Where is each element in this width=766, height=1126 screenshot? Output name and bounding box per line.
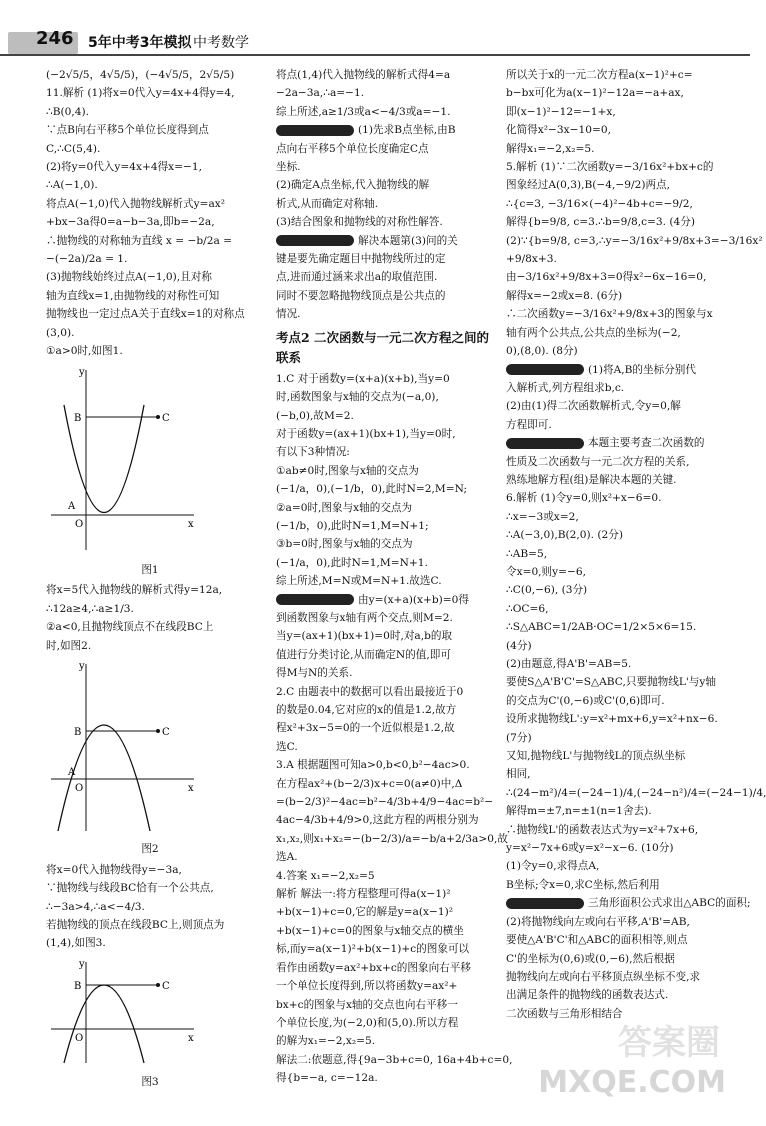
text-line: b−bx可化为a(x−1)²−12a=−a+ax, — [506, 87, 684, 100]
text-line: 情况. — [276, 308, 301, 321]
text-line: ∴x=−3或x=2, — [506, 510, 579, 523]
text-line: ∴二次函数y=−3/16x²+9/8x+3的图象与x — [506, 308, 713, 321]
point-c-label: C — [162, 726, 170, 738]
text-line: 解得x₁=−2,x₂=5. — [506, 142, 595, 155]
tip-label-icon — [506, 364, 584, 375]
text-line: 要使△A'B'C'和△ABC的面积相等,则点 — [506, 934, 688, 947]
y-label: y — [79, 958, 85, 970]
text-line: 令x=0,则y=−6, — [506, 565, 586, 578]
text-line: 所以关于x的一元二次方程a(x−1)²+c= — [506, 69, 693, 81]
point-c-label: C — [162, 980, 170, 992]
text-line: 若抛物线的顶点在线段BC上,则顶点为 — [46, 918, 225, 931]
figure-2-graph — [46, 659, 196, 834]
text-line: ∴C(0,−6), (3分) — [506, 584, 588, 597]
text-line: bx+c的图象与x轴的交点也向右平移一 — [276, 998, 458, 1011]
text-line: 二次函数与三角形相结合 — [506, 1007, 623, 1020]
tip-label-icon — [276, 594, 354, 605]
point-a-label: A — [68, 766, 76, 778]
text-line: y=x²−7x+6或y=x²−x−6. (10分) — [506, 842, 674, 855]
watermark-zh: 答案圈 — [618, 1023, 720, 1063]
point-b-label: B — [74, 980, 82, 992]
column-right — [506, 66, 766, 1023]
text-line: ②a<0,且抛物线顶点不在线段BC上 — [46, 621, 214, 634]
text-line: (7分) — [506, 731, 532, 744]
text-line: ∴(24−m²)/4=(−24−1)/4,(−24−n²)/4=(−24−1)/4, — [506, 786, 766, 799]
text-line: −2a−3a,∴a=−1. — [276, 87, 365, 100]
figure-2-caption: 图2 — [141, 843, 159, 856]
text-line: ∴A(−1,0). — [46, 179, 98, 192]
text-line: 1.C 对于函数y=(x+a)(x+b),当y=0 — [276, 372, 450, 385]
point-b-label: B — [74, 412, 82, 424]
text-line: (−1/a，0),此时N=1,M=N+1. — [276, 556, 428, 569]
text-line: (2)由(1)得二次函数解析式,令y=0,解 — [506, 400, 681, 413]
point-c — [156, 983, 160, 987]
text-line: (3)结合图象和抛物线的对称性解答. — [276, 216, 443, 229]
text-line: 选A. — [276, 851, 298, 864]
point-b-label: B — [74, 726, 82, 738]
text-line: 6.解析 (1)令y=0,则x²+x−6=0. — [506, 492, 662, 505]
page-number: 246 — [36, 28, 74, 49]
text-line: 抛物线向左或向右平移顶点纵坐标不变,求 — [506, 970, 701, 983]
text-line: 时,如图2. — [46, 639, 92, 652]
text-line: ∴A(−3,0),B(2,0). (2分) — [506, 529, 623, 542]
text-line: (1)先求B点坐标,由B — [276, 121, 494, 139]
text-line: 当y=(ax+1)(bx+1)=0时,对a,b的取 — [276, 630, 453, 643]
text-line: =(b−2/3)²−4ac=b²−4/3b+4/9−4ac=b²− — [276, 796, 494, 809]
text-line: 键是要先确定题目中抛物线所过的定 — [276, 253, 446, 266]
text-line: (1,4),如图3. — [46, 937, 106, 950]
subject-title: 中考数学 — [193, 35, 249, 51]
text-line: 解析 解法一:将方程整理可得a(x−1)² — [276, 888, 451, 901]
text-line: +b(x−1)+c=0,它的解是y=a(x−1)² — [276, 906, 453, 919]
text-line: 出满足条件的抛物线的函数表达式. — [506, 989, 669, 1002]
text-line: (−1/b，0),此时N=1,M=N+1; — [276, 519, 429, 532]
text-line: 得M与N的关系. — [276, 667, 353, 680]
point-c — [156, 729, 160, 733]
text-line: 个单位长度,为(−2,0)和(5,0).所以方程 — [276, 1016, 459, 1029]
text-line: 熟练地解方程(组)是解决本题的关键. — [506, 473, 677, 486]
text-line: 4.答案 x₁=−2,x₂=5 — [276, 869, 375, 882]
y-label: y — [79, 366, 85, 378]
text-line: 看作由函数y=ax²+bx+c的图象向右平移 — [276, 961, 471, 974]
text-line: (2)确定A点坐标,代入抛物线的解 — [276, 179, 430, 192]
text-line: 选C. — [276, 740, 298, 753]
figure-2 — [46, 659, 254, 859]
text-line: 析式,从而确定对称轴. — [276, 197, 379, 210]
parabola — [58, 725, 150, 831]
text-line: ②a=0时,图象与x轴的交点为 — [276, 501, 413, 514]
col3-text — [506, 66, 766, 1023]
text-line: 得{b=−a, c=−12a. — [276, 1072, 378, 1085]
figure-1-graph — [46, 365, 196, 555]
text-line: (1)令y=0,求得点A, — [506, 860, 600, 873]
series-title: 5年中考3年模拟 — [88, 35, 192, 51]
text-line: 5.解析 (1)∵二次函数y=−3/16x²+bx+c的 — [506, 161, 714, 174]
origin-label: O — [75, 518, 84, 530]
text-line: 程x²+3x−5=0的一个近似根是1.2,故 — [276, 722, 455, 735]
figure-3 — [46, 957, 254, 1092]
text-line: (−1/a，0),(−1/b，0),此时N=2,M=N; — [276, 483, 468, 496]
text-line: 对于函数y=(ax+1)(bx+1),当y=0时, — [276, 427, 456, 440]
figure-1 — [46, 365, 254, 580]
x-label: x — [188, 518, 194, 530]
text-line: ∵抛物线与线段BC恰有一个公共点, — [46, 882, 214, 895]
text-line: 性质及二次函数与一元二次方程的关系, — [506, 455, 690, 468]
text-line: 的解为x₁=−2,x₂=5. — [276, 1035, 376, 1048]
text-line: 0),(8,0). (8分) — [506, 345, 578, 358]
text-line: 解得x=−2或x=8. (6分) — [506, 289, 623, 302]
text-line: 一个单位长度得到,所以将函数y=ax²+ — [276, 980, 458, 993]
text-line: 的交点为C'(0,−6)或C'(0,6)即可. — [506, 694, 665, 707]
text-line: ①ab≠0时,图象与x轴的交点为 — [276, 464, 419, 477]
text-line: 本题主要考查二次函数的 — [506, 434, 726, 452]
text-line: 解得{b=9/8, c=3.∴b=9/8,c=3. (4分) — [506, 216, 695, 229]
text-line: 又知,抛物线L'与抛物线L的顶点纵坐标 — [506, 750, 686, 763]
text-line: 解法二:依题意,得{9a−3b+c=0, 16a+4b+c=0, — [276, 1053, 513, 1066]
text-line: +9/8x+3. — [506, 253, 557, 266]
text-line: (2)将y=0代入y=4x+4得x=−1, — [46, 161, 203, 174]
text-line: 同时不要忽略抛物线顶点是公共点的 — [276, 289, 446, 302]
text-line: 化简得x²−3x−10=0, — [506, 124, 611, 137]
text-line: (1)将A,B的坐标分别代 — [506, 361, 726, 379]
y-label: y — [79, 660, 85, 672]
figure-1-caption: 图1 — [141, 563, 159, 576]
text-line: ∴OC=6, — [506, 602, 549, 615]
text-line: 到函数图象与x轴有两个交点,则M=2. — [276, 611, 453, 624]
tip-label-icon — [276, 125, 354, 136]
text-line: +bx−3a得0=a−b−3a,即b=−2a, — [46, 216, 215, 229]
tip-label-icon — [276, 235, 354, 246]
origin-label: O — [75, 782, 84, 794]
section-title: 考点2 二次函数与一元二次方程之间的联系 — [276, 329, 490, 365]
text-line: ∵点B向右平移5个单位长度得到点 — [46, 124, 209, 137]
text-line: 将点A(−1,0)代入抛物线解析式y=ax² — [46, 197, 225, 210]
text-line: 轴有两个公共点,公共点的坐标为(−2, — [506, 326, 681, 339]
text-line: 轴为直线x=1,由抛物线的对称性可知 — [46, 289, 220, 302]
col1-top-text — [46, 66, 254, 361]
text-line: 设所求抛物线L':y=x²+mx+6,y=x²+nx−6. — [506, 713, 718, 726]
watermark: MXQE.COM — [538, 1065, 726, 1100]
point-c-label: C — [162, 412, 170, 424]
text-line: 将点(1,4)代入抛物线的解析式得4=a — [276, 69, 451, 81]
text-line: (2)∵{b=9/8, c=3,∴y=−3/16x²+9/8x+3=−3/16x² — [506, 234, 763, 247]
text-line: 4ac−4/3b+4/9>0,这此方程的两根分别为 — [276, 814, 479, 827]
page-header — [0, 24, 750, 56]
text-line: 2.C 由题表中的数据可以看出最接近于0 — [276, 685, 464, 698]
text-line: 综上所述,M=N或M=N+1.故选C. — [276, 575, 442, 588]
text-line: 图象经过A(0,3),B(−4,−9/2)两点, — [506, 179, 671, 192]
origin-label: O — [75, 1032, 84, 1044]
text-line: ∴抛物线的对称轴为直线 x = −b/2a = — [46, 234, 233, 247]
tip-label-icon — [506, 438, 584, 449]
text-line: 相同, — [506, 768, 531, 781]
text-line: 有以下3种情况: — [276, 446, 350, 459]
text-line: ∴12a≥4,∴a≥1/3. — [46, 602, 134, 615]
text-line: 抛物线也一定过点A关于直线x=1的对称点 — [46, 308, 245, 321]
col2-top-text — [276, 66, 494, 324]
text-line: (4分) — [506, 639, 532, 652]
text-line: 3.A 根据题图可知a>0,b<0,b²−4ac>0. — [276, 759, 470, 772]
text-line: +b(x−1)+c=0的图象与x轴交点的横坐 — [276, 924, 464, 937]
text-line: x₁,x₂,则x₁+x₂=−(b−2/3)/a=−b/a+2/3a>0,故 — [276, 832, 508, 845]
text-line: (−2√5/5，4√5/5)，(−4√5/5，2√5/5) — [46, 69, 235, 81]
text-line: ∴S△ABC=1/2AB·OC=1/2×5×6=15. — [506, 621, 697, 634]
text-line: −(−2a)/2a = 1. — [46, 253, 128, 266]
figure-3-caption: 图3 — [141, 1076, 159, 1089]
text-line: 的数是0.04,它对应的x的值是1.2,故方 — [276, 704, 457, 716]
text-line: (2)由题意,得A'B'=AB=5. — [506, 658, 632, 670]
text-line: (3,0). — [46, 326, 75, 339]
column-left — [46, 66, 254, 1094]
text-line: (3)抛物线始终过点A(−1,0),且对称 — [46, 271, 212, 284]
text-line: 标,而y=a(x−1)²+b(x−1)+c的图象可以 — [276, 943, 470, 956]
text-line: (−b,0),故M=2. — [276, 409, 354, 422]
text-line: C'的坐标为(0,6)或(0,−6),然后根据 — [506, 952, 675, 965]
point-a-label: A — [68, 500, 76, 512]
text-line: ③b=0时,图象与x轴的交点为 — [276, 538, 413, 551]
point-c — [156, 415, 160, 419]
text-line: 入解析式,列方程组求b,c. — [506, 381, 625, 394]
text-line: 三角形面积公式求出△ABC的面积; — [506, 894, 726, 912]
text-line: 坐标. — [276, 161, 301, 174]
text-line: B坐标;令x=0,求C坐标,然后利用 — [506, 878, 660, 891]
figure-3-graph — [46, 957, 196, 1067]
x-label: x — [188, 782, 194, 794]
text-line: C,∴C(5,4). — [46, 142, 101, 155]
text-line: 即(x−1)²−12=−1+x, — [506, 105, 616, 118]
col1-mid2-text — [46, 861, 254, 953]
text-line: 方程即可. — [506, 418, 552, 431]
text-line: 要使S△A'B'C'=S△ABC,只要抛物线L'与y轴 — [506, 676, 716, 689]
text-line: 解得m=±7,n=±1(n=1舍去). — [506, 805, 652, 818]
text-line: 11.解析 (1)将x=0代入y=4x+4得y=4, — [46, 87, 235, 100]
text-line: ∴AB=5, — [506, 547, 548, 560]
text-line: 点向右平移5个单位长度确定C点 — [276, 142, 429, 155]
col1-mid1-text — [46, 581, 254, 655]
text-line: 在方程ax²+(b−2/3)x+c=0(a≠0)中,Δ — [276, 777, 463, 790]
text-line: ∴B(0,4). — [46, 105, 90, 118]
column-middle — [276, 66, 513, 1088]
col2-rest-text — [276, 370, 513, 1088]
text-line: ∴{c=3, −3/16×(−4)²−4b+c=−9/2, — [506, 197, 693, 210]
text-line: ①a>0时,如图1. — [46, 345, 123, 358]
text-line: 值进行分类讨论,从而确定N的值,即可 — [276, 648, 451, 661]
tip-label-icon — [506, 898, 584, 909]
x-label: x — [188, 1032, 194, 1044]
text-line: 解决本题第(3)问的关 — [276, 232, 494, 250]
parabola — [64, 985, 144, 1063]
text-line: (2)将抛物线向左或向右平移,A'B'=AB, — [506, 915, 690, 928]
text-line: 由y=(x+a)(x+b)=0得 — [276, 591, 494, 609]
text-line: 由−3/16x²+9/8x+3=0得x²−6x−16=0, — [506, 271, 707, 284]
text-line: 时,函数图象与x轴的交点为(−a,0), — [276, 391, 439, 404]
text-line: ∴抛物线L'的函数表达式为y=x²+7x+6, — [506, 823, 699, 836]
text-line: 综上所述,a≥1/3或a<−4/3或a=−1. — [276, 105, 451, 118]
text-line: ∴−3a>4,∴a<−4/3. — [46, 900, 145, 913]
text-line: 点,进而通过涵来求出a的取值范围. — [276, 271, 438, 284]
text-line: 将x=0代入抛物线得y=−3a, — [46, 863, 182, 876]
text-line: 将x=5代入抛物线的解析式得y=12a, — [46, 584, 223, 597]
